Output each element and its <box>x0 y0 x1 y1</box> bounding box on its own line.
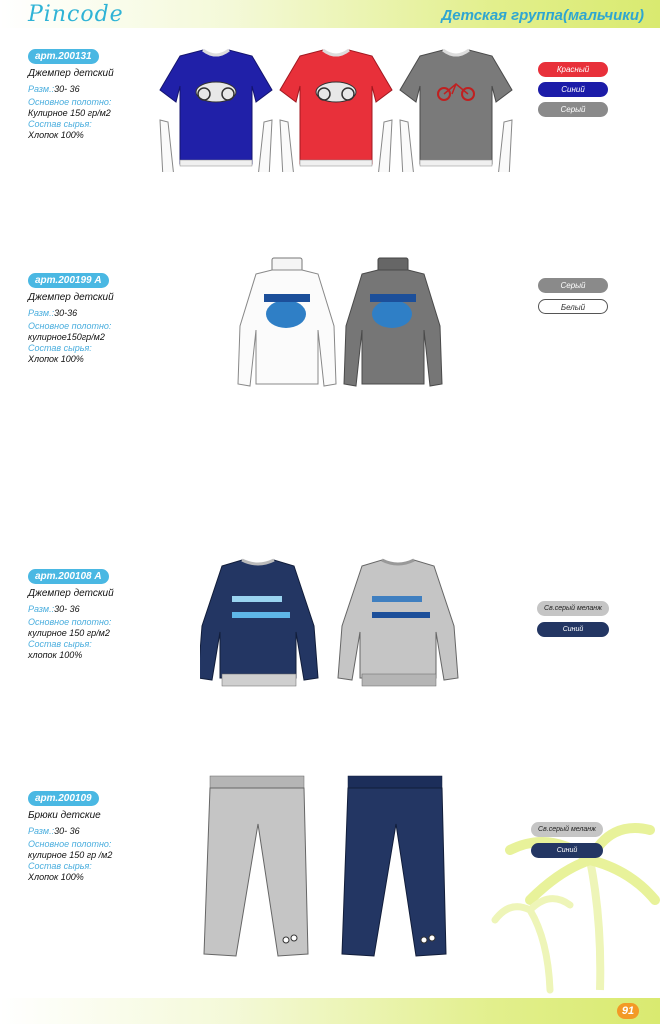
composition-value: Хлопок 100% <box>28 872 84 882</box>
tshirt-blue <box>160 50 272 172</box>
product-info-200131 <box>28 46 168 141</box>
size-value: 30- 36 <box>54 826 80 836</box>
composition-label: Состав сырья: <box>28 639 92 649</box>
product-info-200109 <box>28 788 168 883</box>
color-chip-navy: Синий <box>537 622 609 637</box>
composition-value: Хлопок 100% <box>28 130 84 140</box>
fabric-value: Кулирное 150 гр/м2 <box>28 108 111 118</box>
composition-label: Состав сырья: <box>28 861 92 871</box>
color-chip-gray: Серый <box>538 102 608 117</box>
composition-label: Состав сырья: <box>28 343 92 353</box>
product-name: Джемпер детский <box>28 292 114 303</box>
page-number: 91 <box>617 1003 639 1019</box>
sweatshirt-navy <box>200 560 318 686</box>
fabric-label: Основное полотно: <box>28 617 112 627</box>
color-chip-red: Красный <box>538 62 608 77</box>
color-chip-heather: Св.серый меланж <box>537 601 609 616</box>
product-200131-images <box>158 46 518 172</box>
product-info-200199a <box>28 270 168 365</box>
product-200109-images <box>196 774 456 962</box>
article-badge: арт.200131 <box>28 49 99 64</box>
size-label: Разм.: <box>28 826 55 836</box>
turtleneck-gray <box>344 258 442 386</box>
pants-navy <box>342 776 446 956</box>
composition-value: хлопок 100% <box>28 650 83 660</box>
brand-logo: Pincode <box>28 2 124 27</box>
size-value: 30-36 <box>54 308 78 318</box>
size-label: Разм.: <box>28 84 55 94</box>
composition-value: Хлопок 100% <box>28 354 84 364</box>
article-badge: арт.200199 А <box>28 273 109 288</box>
color-chip-white: Белый <box>538 299 608 314</box>
product-200199a-images <box>234 256 446 392</box>
tshirt-red <box>280 50 392 172</box>
product-info-200108a <box>28 566 168 661</box>
turtleneck-white <box>238 258 336 386</box>
pants-heather <box>204 776 308 956</box>
fabric-label: Основное полотно: <box>28 321 112 331</box>
size-value: 30- 36 <box>54 604 80 614</box>
tshirt-gray <box>400 50 512 172</box>
color-chip-gray: Серый <box>538 278 608 293</box>
article-badge: арт.200109 <box>28 791 99 806</box>
product-200108a-images <box>200 556 462 692</box>
section-title: Детская группа(мальчики) <box>441 7 644 24</box>
color-chip-heather: Св.серый меланж <box>531 822 603 837</box>
footer-bar <box>0 998 660 1024</box>
fabric-label: Основное полотно: <box>28 97 112 107</box>
fabric-value: кулирное 150 гр/м2 <box>28 628 110 638</box>
fabric-value: кулирное150гр/м2 <box>28 332 105 342</box>
color-chip-blue: Синий <box>538 82 608 97</box>
product-name: Джемпер детский <box>28 68 114 79</box>
article-badge: арт.200108 А <box>28 569 109 584</box>
sweatshirt-heather <box>338 560 458 686</box>
composition-label: Состав сырья: <box>28 119 92 129</box>
product-name: Джемпер детский <box>28 588 114 599</box>
color-chip-navy: Синий <box>531 843 603 858</box>
size-label: Разм.: <box>28 604 55 614</box>
product-name: Брюки детские <box>28 810 101 821</box>
size-value: 30- 36 <box>54 84 80 94</box>
fabric-value: кулирное 150 гр /м2 <box>28 850 113 860</box>
size-label: Разм.: <box>28 308 55 318</box>
fabric-label: Основное полотно: <box>28 839 112 849</box>
